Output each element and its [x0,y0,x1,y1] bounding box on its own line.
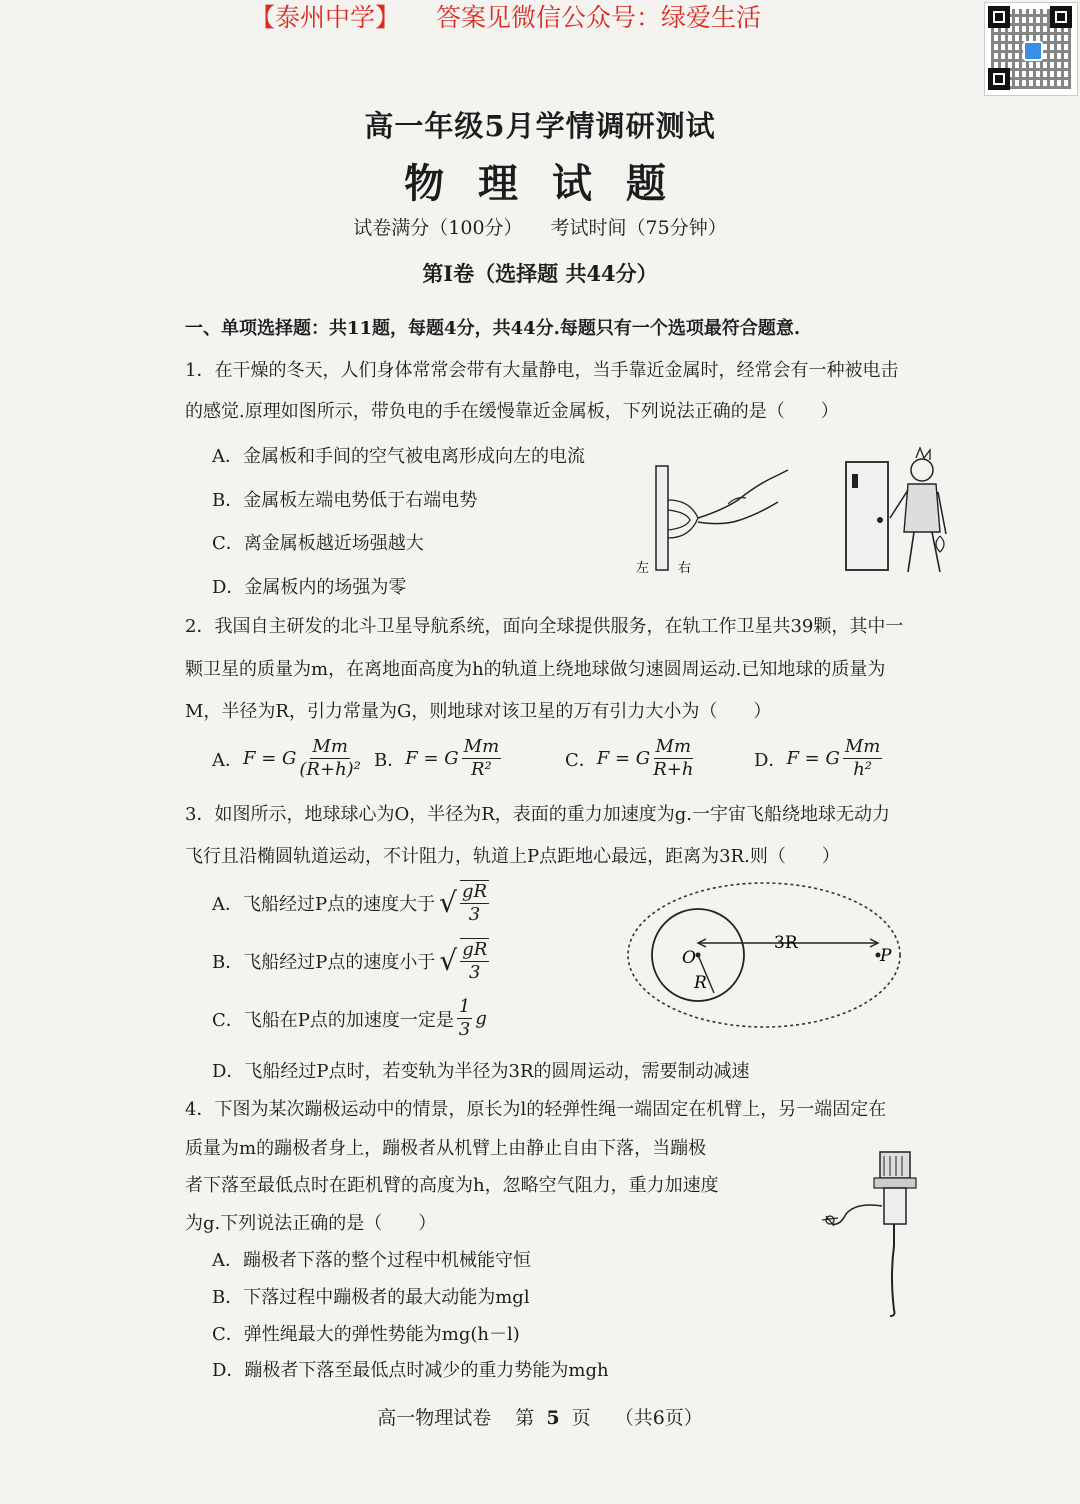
sqrt-icon: √ [439,944,458,977]
q2-option-a [212,736,361,781]
q3-line2: 飞行且沿椭圆轨道运动，不计阻力，轨道上P点距地心最远，距离为3R.则（ ） [185,846,840,867]
exam-meta [0,213,1080,240]
qr-code [984,2,1078,96]
q4-option-c: C．弹性绳最大的弹性势能为mg(h－l) [212,1324,520,1345]
q3-c-num: 1 [458,996,471,1017]
label-o: O [682,948,696,968]
label-r: R [694,973,707,993]
q2-d-lhs: F = G [786,748,840,769]
q2-line2: 颗卫星的质量为m，在离地面高度为h的轨道上绕地球做匀速圆周运动.已知地球的质量为 [185,659,886,680]
subject-title: 物 理 试 题 [404,160,676,207]
q4-bungee-figure [810,1146,930,1322]
page-footer [0,1403,1080,1430]
q2-d-den: h² [853,759,872,780]
q2-d-label: D． [754,749,787,771]
header-banner [250,0,797,40]
q1-option-c: C．离金属板越近场强越大 [212,533,424,554]
q1-line1: 1．在干燥的冬天，人们身体常常会带有大量静电，当手靠近金属时，经常会有一种被电击 [185,360,899,381]
footer-total: （共6页） [614,1407,703,1429]
footer-label: 高一物理试卷 [377,1407,492,1429]
q3-a-den: 3 [468,904,481,925]
q3-b-text: B．飞船经过P点的速度小于 [212,952,436,973]
q3-b-num: gR [462,939,488,960]
q3-option-a [212,880,489,926]
q2-c-label: C． [565,749,597,771]
q1-line2: 的感觉.原理如图所示，带负电的手在缓慢靠近金属板，下列说法正确的是（ ） [185,401,839,422]
q2-a-label: A． [212,749,243,771]
q3-c-text: C．飞船在P点的加速度一定是 [212,1009,454,1031]
q3-c-den: 3 [458,1019,471,1040]
q2-option-b [374,736,501,781]
sqrt-icon: √ [439,886,457,919]
q2-d-num: Mm [844,736,881,757]
q2-b-lhs: F = G [405,748,459,769]
q4-line1: 4．下图为某次蹦极运动中的情景，原长为l的轻弹性绳一端固定在机臂上，另一端固定在 [185,1099,887,1120]
q4-line3: 者下落至最低点时在距机臂的高度为h，忽略空气阻力，重力加速度 [185,1175,719,1196]
q4-option-b: B．下落过程中蹦极者的最大动能为mgl [212,1287,530,1308]
exam-title: 高一年级5月学情调研测试 [364,109,716,143]
q2-b-den: R² [471,759,492,780]
jumper-icon [832,1205,882,1224]
q4-option-d: D．蹦极者下落至最低点时减少的重力势能为mgh [212,1360,609,1381]
q2-b-label: B． [374,749,406,771]
label-3r: 3R [774,933,798,953]
q3-b-den: 3 [469,962,481,983]
q3-a-num: gR [461,881,488,902]
q1-figure [628,440,958,580]
banner-school: 【泰州中学】 [250,3,401,32]
fig-right-label: 右 [678,561,692,576]
hand-icon [698,470,788,518]
volume-heading: 第Ⅰ卷（选择题 共44分） [422,261,658,286]
q4-line4: 为g.下列说法正确的是（ ） [185,1213,437,1234]
q1-option-a: A．金属板和手间的空气被电离形成向左的电流 [212,446,585,467]
q3-a-text: A．飞船经过P点的速度大于 [212,894,436,915]
exam-time: 考试时间（75分钟） [550,217,727,239]
chat-icon [1023,41,1043,61]
section-heading: 一、单项选择题：共11题，每题4分，共44分.每题只有一个选项最符合题意. [185,318,801,339]
q1-option-b: B．金属板左端电势低于右端电势 [212,490,478,511]
q2-c-num: Mm [655,736,692,757]
q1-option-d: D．金属板内的场强为零 [212,577,407,598]
metal-plate [656,466,668,570]
q3-line1: 3．如图所示，地球球心为O，半径为R，表面的重力加速度为g.一宇宙飞船绕地球无动力 [185,804,891,825]
q2-c-lhs: F = G [596,748,651,769]
full-score: 试卷满分（100分） [353,217,523,239]
q2-c-den: R+h [653,759,694,780]
page-number: 5 [546,1407,560,1429]
q4-line2: 质量为m的蹦极者身上，蹦极者从机臂上由静止自由下落，当蹦极 [185,1138,707,1159]
q3-orbit-figure [614,876,914,1034]
q3-option-b [212,938,489,984]
banner-notice: 答案见微信公众号：绿爱生活 [436,3,762,32]
q2-line3: M，半径为R，引力常量为G，则地球对该卫星的万有引力大小为（ ） [185,701,772,722]
q2-option-c [565,736,693,781]
q4-option-a: A．蹦极者下落的整个过程中机械能守恒 [212,1250,531,1271]
orbit-ellipse [628,883,900,1027]
q2-a-num: Mm [312,736,348,757]
fig-left-label: 左 [636,561,650,576]
label-p: P [880,946,892,966]
q3-option-d: D．飞船经过P点时，若变轨为半径为3R的圆周运动，需要制动减速 [212,1061,750,1082]
q2-line1: 2．我国自主研发的北斗卫星导航系统，面向全球提供服务，在轨工作卫星共39颗，其中一 [185,616,904,637]
footer-page: 第 5 页 [515,1407,591,1429]
q3-c-tail: g [475,1008,487,1029]
q2-a-den: (R+h)² [299,759,361,780]
person-icon [911,459,933,481]
q3-option-c [212,996,487,1041]
q2-option-d [754,736,882,781]
q2-b-num: Mm [463,736,500,757]
q2-a-lhs: F = G [243,748,297,769]
bungee-rope [890,1224,895,1316]
